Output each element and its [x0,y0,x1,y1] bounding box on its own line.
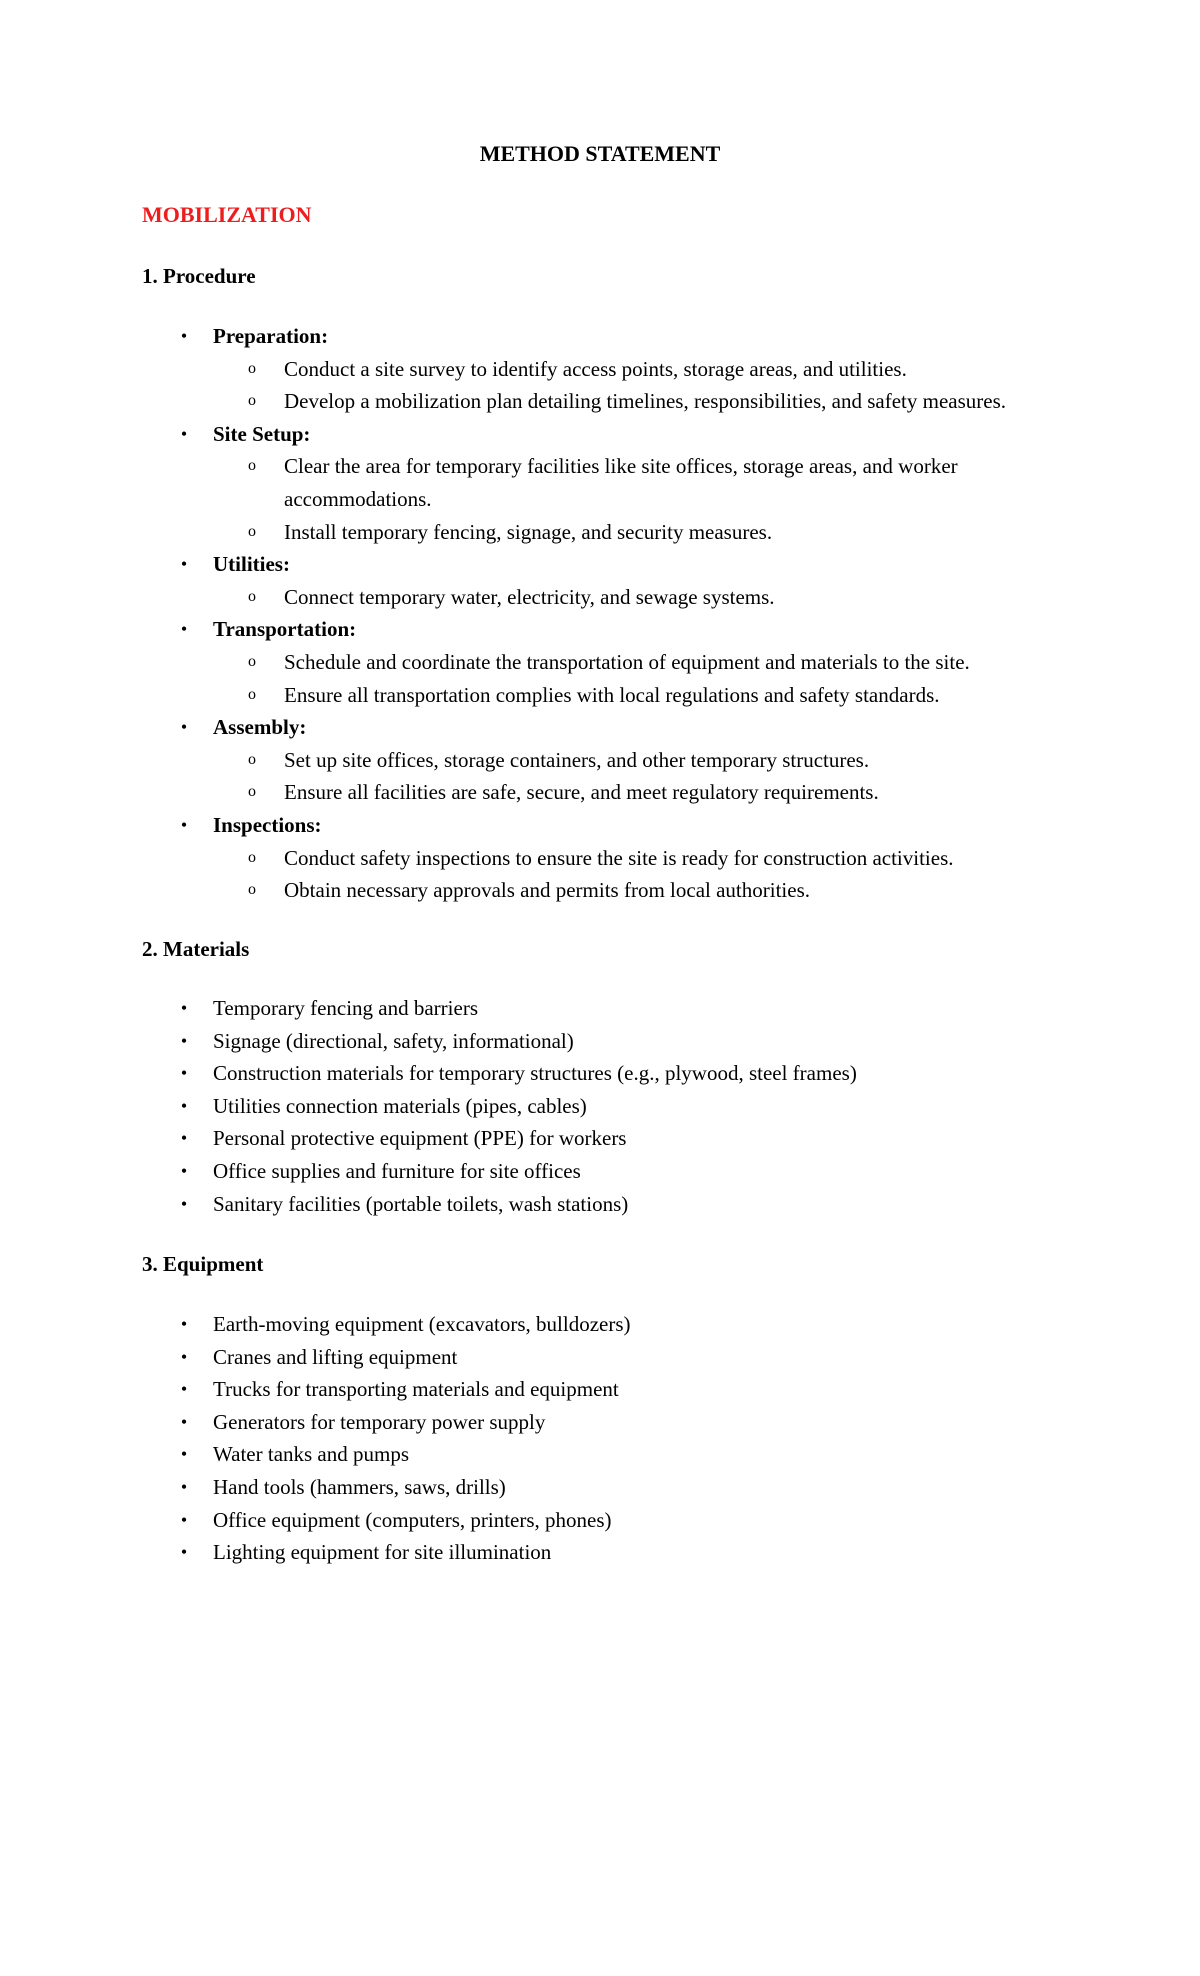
bullet-icon: • [180,1379,188,1400]
list-item [0,1373,1200,1406]
bullet-icon: • [180,1193,188,1214]
list-item [0,1308,1200,1341]
procedure-group-label: Inspections: [213,812,322,837]
materials-heading: 2. Materials [142,937,250,961]
procedure-sub-item: Conduct a site survey to identify access points, storage areas, and utilities. [284,356,907,381]
list-item [0,1188,1200,1221]
bullet-icon: • [180,1063,188,1084]
bullet-icon: • [180,423,188,444]
materials-item: Utilities connection materials (pipes, cables) [213,1093,587,1118]
bullet-icon: • [180,1346,188,1367]
materials-list [0,992,1200,1220]
bullet-icon: • [180,326,188,346]
procedure-group-label: Transportation: [213,617,357,642]
list-item [0,418,1200,451]
list-item [0,1536,1200,1569]
hollow-bullet-icon: o [248,783,256,801]
list-item [0,516,1200,549]
list-item [0,1155,1200,1188]
bullet-icon: • [180,717,188,738]
equipment-item: Earth-moving equipment (excavators, bulldozers) [213,1312,631,1336]
procedure-sub-item: Schedule and coordinate the transportation of equipment and materials to the site. [284,649,970,674]
equipment-list [0,1308,1200,1569]
list-item [0,548,1200,581]
procedure-group-label: Preparation: [213,324,329,348]
procedure-group-label: Site Setup: [213,421,311,446]
list-item [0,613,1200,646]
equipment-item: Water tanks and pumps [213,1442,410,1467]
hollow-bullet-icon: o [248,359,256,377]
procedure-group-label: Utilities: [213,552,290,577]
equipment-item: Generators for temporary power supply [213,1409,546,1434]
bullet-icon: • [180,1030,188,1051]
list-item [0,744,1200,777]
list-item [0,874,1200,907]
equipment-item: Hand tools (hammers, saws, drills) [213,1474,506,1499]
list-item [0,776,1200,809]
list-item [0,1025,1200,1058]
bullet-icon: • [180,1314,188,1334]
list-item [0,1341,1200,1374]
materials-item: Signage (directional, safety, informational) [213,1028,574,1053]
bullet-icon: • [180,814,188,835]
document-title: METHOD STATEMENT [479,141,721,166]
procedure-sub-item: Conduct safety inspections to ensure the site is ready for construction activities. [284,845,954,870]
procedure-sub-item: Ensure all facilities are safe, secure, and meet regulatory requirements. [284,780,879,805]
bullet-icon: • [180,1509,188,1530]
materials-item: Office supplies and furniture for site offices [213,1158,581,1183]
hollow-bullet-icon: o [248,848,256,866]
equipment-item: Office equipment (computers, printers, phones) [213,1507,612,1532]
list-item [0,385,1200,418]
equipment-item: Cranes and lifting equipment [213,1344,458,1369]
bullet-icon: • [180,1476,188,1497]
list-item [0,450,1200,515]
equipment-item: Trucks for transporting materials and equipment [213,1377,619,1402]
hollow-bullet-icon: o [248,392,256,410]
hollow-bullet-icon: o [248,457,256,475]
list-item [0,320,1200,353]
hollow-bullet-icon: o [248,587,256,605]
list-item [0,1122,1200,1155]
bullet-icon: • [180,1411,188,1432]
bullet-icon: • [180,554,188,575]
procedure-list [0,320,1200,907]
procedure-heading: 1. Procedure [142,264,256,288]
list-item [0,1090,1200,1123]
procedure-sub-item: Connect temporary water, electricity, and sewage systems. [284,584,775,609]
materials-item: Personal protective equipment (PPE) for workers [213,1126,627,1151]
procedure-sub-item: Develop a mobilization plan detailing timelines, responsibilities, and safety measures. [284,389,1006,414]
list-item [0,1471,1200,1504]
equipment-heading: 3. Equipment [142,1252,264,1276]
hollow-bullet-icon: o [248,750,256,768]
bullet-icon: • [180,1095,188,1116]
materials-item: Construction materials for temporary structures (e.g., plywood, steel frames) [213,1061,857,1086]
list-item [0,842,1200,875]
hollow-bullet-icon: o [248,881,256,899]
procedure-group-label: Assembly: [213,715,307,740]
list-item [0,1057,1200,1090]
list-item [0,809,1200,842]
section-title: MOBILIZATION [142,202,312,227]
procedure-sub-item: Clear the area for temporary facilities like site offices, storage areas, and worker accommodations. [284,454,958,511]
list-item [0,1406,1200,1439]
hollow-bullet-icon: o [248,522,256,540]
list-item [0,581,1200,614]
hollow-bullet-icon: o [248,685,256,703]
list-item [0,646,1200,679]
bullet-icon: • [180,1160,188,1181]
list-item [0,992,1200,1025]
list-item [0,1438,1200,1471]
bullet-icon: • [180,1128,188,1149]
bullet-icon: • [180,619,188,640]
materials-item: Sanitary facilities (portable toilets, wash stations) [213,1191,629,1216]
procedure-sub-item: Set up site offices, storage containers, and other temporary structures. [284,747,870,772]
procedure-sub-item: Ensure all transportation complies with local regulations and safety standards. [284,682,940,707]
materials-item: Temporary fencing and barriers [213,996,478,1020]
procedure-sub-item: Install temporary fencing, signage, and security measures. [284,519,773,544]
list-item [0,1504,1200,1537]
bullet-icon: • [180,1444,188,1465]
hollow-bullet-icon: o [248,652,256,670]
bullet-icon: • [180,1542,188,1563]
procedure-sub-item: Obtain necessary approvals and permits from local authorities. [284,878,811,903]
list-item [0,353,1200,386]
list-item [0,679,1200,712]
bullet-icon: • [180,998,188,1018]
list-item [0,711,1200,744]
equipment-item: Lighting equipment for site illumination [213,1540,552,1565]
